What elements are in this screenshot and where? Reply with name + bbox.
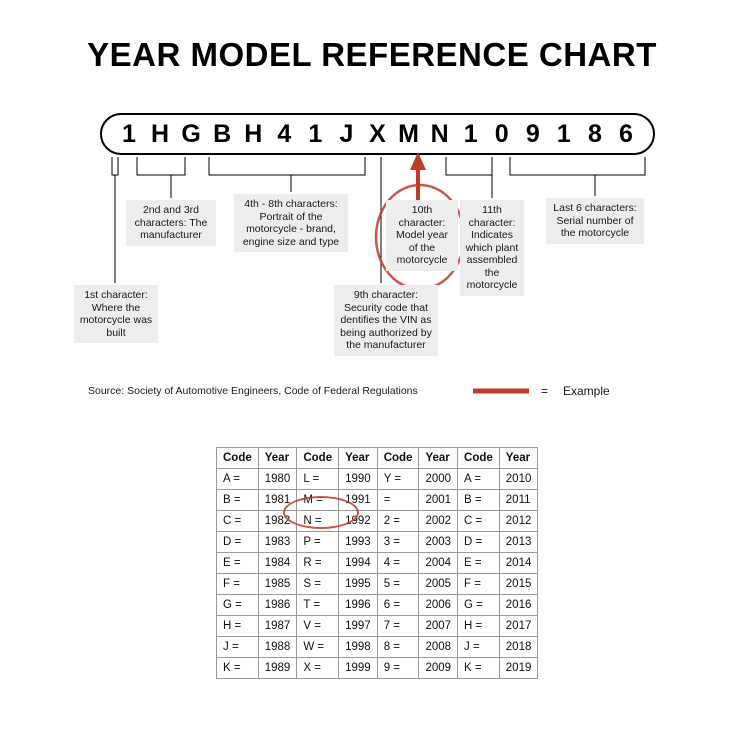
- table-cell-code: C =: [217, 511, 259, 532]
- vin-char-model-year: M: [398, 119, 419, 148]
- table-cell-year: 2000: [419, 469, 458, 490]
- table-cell-code: 3 =: [377, 532, 419, 553]
- table-row: [217, 616, 538, 637]
- table-cell-year: 1994: [339, 553, 378, 574]
- note-10th-character: 10th character: Model year of the motorcycle: [386, 200, 458, 271]
- table-row: [217, 532, 538, 553]
- vin-char: 1: [556, 119, 571, 148]
- table-cell-year: 2013: [499, 532, 538, 553]
- table-cell-year: 1982: [258, 511, 297, 532]
- table-cell-year: 1984: [258, 553, 297, 574]
- table-cell-year: 1981: [258, 490, 297, 511]
- vin-string-box: [100, 113, 655, 155]
- legend-label: Example: [563, 384, 610, 398]
- table-cell-year: 2008: [419, 637, 458, 658]
- table-cell-year: 2014: [499, 553, 538, 574]
- legend-equals: =: [541, 384, 549, 398]
- table-row: [217, 511, 538, 532]
- table-cell-year: 2012: [499, 511, 538, 532]
- table-cell-code: E =: [217, 553, 259, 574]
- table-cell-code: S =: [297, 574, 339, 595]
- table-row: [217, 595, 538, 616]
- table-cell-year: 1989: [258, 658, 297, 679]
- page-title: YEAR MODEL REFERENCE CHART: [87, 36, 657, 73]
- table-cell-year: 2017: [499, 616, 538, 637]
- table-cell-year: 2015: [499, 574, 538, 595]
- source-text: Source: Society of Automotive Engineers, Code of Federal Regulations: [88, 385, 418, 397]
- vin-char: 4: [277, 119, 292, 148]
- table-row: [217, 658, 538, 679]
- table-cell-year: 2019: [499, 658, 538, 679]
- table-cell-code: 6 =: [377, 595, 419, 616]
- table-cell-year: 2011: [499, 490, 538, 511]
- table-cell-year: 2006: [419, 595, 458, 616]
- vin-char: 6: [619, 119, 633, 148]
- table-cell-code: B =: [458, 490, 500, 511]
- table-cell-year: 2002: [419, 511, 458, 532]
- note-9th-character: 9th character: Security code that dentifies the VIN as being authorized by the manufacturer: [334, 285, 438, 356]
- table-cell-code: G =: [217, 595, 259, 616]
- table-cell-code: =: [377, 490, 419, 511]
- table-row: [217, 490, 538, 511]
- table-header-cell: Code: [458, 448, 500, 469]
- table-cell-year: 1986: [258, 595, 297, 616]
- table-cell-year: 2003: [419, 532, 458, 553]
- note-4th-8th-characters: 4th - 8th characters: Portrait of the motorcycle - brand, engine size and type: [234, 194, 348, 252]
- table-header-cell: Code: [377, 448, 419, 469]
- table-cell-code: G =: [458, 595, 500, 616]
- table-cell-code: P =: [297, 532, 339, 553]
- table-cell-code: 8 =: [377, 637, 419, 658]
- table-cell-code: 5 =: [377, 574, 419, 595]
- table-cell-year: 2005: [419, 574, 458, 595]
- table-cell-code: J =: [458, 637, 500, 658]
- vin-char: 1: [122, 119, 136, 148]
- vin-char: B: [213, 119, 232, 148]
- vin-char: G: [181, 119, 201, 148]
- table-cell-code: D =: [217, 532, 259, 553]
- table-row: [217, 637, 538, 658]
- vin-char: 9: [525, 119, 540, 148]
- year-code-table-wrapper: [216, 447, 538, 679]
- table-cell-year: 1997: [339, 616, 378, 637]
- table-cell-code: 7 =: [377, 616, 419, 637]
- table-cell-code: 9 =: [377, 658, 419, 679]
- table-row: [217, 574, 538, 595]
- table-cell-code: 2 =: [377, 511, 419, 532]
- table-cell-code: H =: [217, 616, 259, 637]
- vin-char: J: [339, 119, 354, 148]
- table-cell-code: T =: [297, 595, 339, 616]
- table-cell-code: X =: [297, 658, 339, 679]
- table-cell-year: 1988: [258, 637, 297, 658]
- table-header-cell: Year: [419, 448, 458, 469]
- table-cell-code: C =: [458, 511, 500, 532]
- table-cell-year: 1995: [339, 574, 378, 595]
- vin-char: H: [151, 119, 170, 148]
- table-header-cell: Year: [258, 448, 297, 469]
- vin-char: N: [430, 119, 449, 148]
- note-last-6-characters: Last 6 characters: Serial number of the motorcycle: [546, 198, 644, 244]
- table-cell-year: 2001: [419, 490, 458, 511]
- table-cell-code: Y =: [377, 469, 419, 490]
- note-2nd-3rd-characters: 2nd and 3rd characters: The manufacturer: [126, 200, 216, 246]
- table-cell-year: 1991: [339, 490, 378, 511]
- table-cell-code: V =: [297, 616, 339, 637]
- table-cell-code: R =: [297, 553, 339, 574]
- table-cell-code: L =: [297, 469, 339, 490]
- table-cell-year: 1990: [339, 469, 378, 490]
- table-cell-year: 1992: [339, 511, 378, 532]
- table-cell-code: N =: [297, 511, 339, 532]
- vin-char: 1: [463, 119, 478, 148]
- vin-char: 8: [587, 119, 602, 148]
- vin-char: H: [244, 119, 263, 148]
- table-header-cell: Year: [339, 448, 378, 469]
- table-header-row: [217, 448, 538, 469]
- table-cell-code: K =: [217, 658, 259, 679]
- table-row: [217, 469, 538, 490]
- table-cell-year: 2009: [419, 658, 458, 679]
- table-cell-code: 4 =: [377, 553, 419, 574]
- table-cell-code: A =: [458, 469, 500, 490]
- table-cell-code: D =: [458, 532, 500, 553]
- note-1st-character: 1st character: Where the motorcycle was built: [74, 285, 158, 343]
- table-header-cell: Code: [217, 448, 259, 469]
- table-cell-year: 2007: [419, 616, 458, 637]
- vin-char: 1: [308, 119, 323, 148]
- vin-char: X: [369, 119, 386, 148]
- table-cell-year: 1983: [258, 532, 297, 553]
- table-cell-code: J =: [217, 637, 259, 658]
- table-cell-code: A =: [217, 469, 259, 490]
- table-cell-year: 1987: [258, 616, 297, 637]
- table-cell-year: 1996: [339, 595, 378, 616]
- table-cell-year: 1999: [339, 658, 378, 679]
- table-cell-code: B =: [217, 490, 259, 511]
- table-cell-year: 1998: [339, 637, 378, 658]
- table-cell-code: F =: [217, 574, 259, 595]
- table-cell-year: 2010: [499, 469, 538, 490]
- table-cell-code: W =: [297, 637, 339, 658]
- table-cell-code: F =: [458, 574, 500, 595]
- vin-char: 0: [494, 119, 509, 148]
- table-header-cell: Year: [499, 448, 538, 469]
- note-11th-character: 11th character: Indicates which plant assembled the motorcycle: [460, 200, 524, 296]
- table-cell-year: 2016: [499, 595, 538, 616]
- table-cell-year: 1980: [258, 469, 297, 490]
- table-cell-year: 1985: [258, 574, 297, 595]
- table-cell-code: K =: [458, 658, 500, 679]
- table-cell-year: 2004: [419, 553, 458, 574]
- table-cell-code: M =: [297, 490, 339, 511]
- table-cell-code: H =: [458, 616, 500, 637]
- table-cell-year: 2018: [499, 637, 538, 658]
- table-header-cell: Code: [297, 448, 339, 469]
- table-row: [217, 553, 538, 574]
- table-cell-code: E =: [458, 553, 500, 574]
- table-cell-year: 1993: [339, 532, 378, 553]
- year-code-table: [216, 447, 538, 679]
